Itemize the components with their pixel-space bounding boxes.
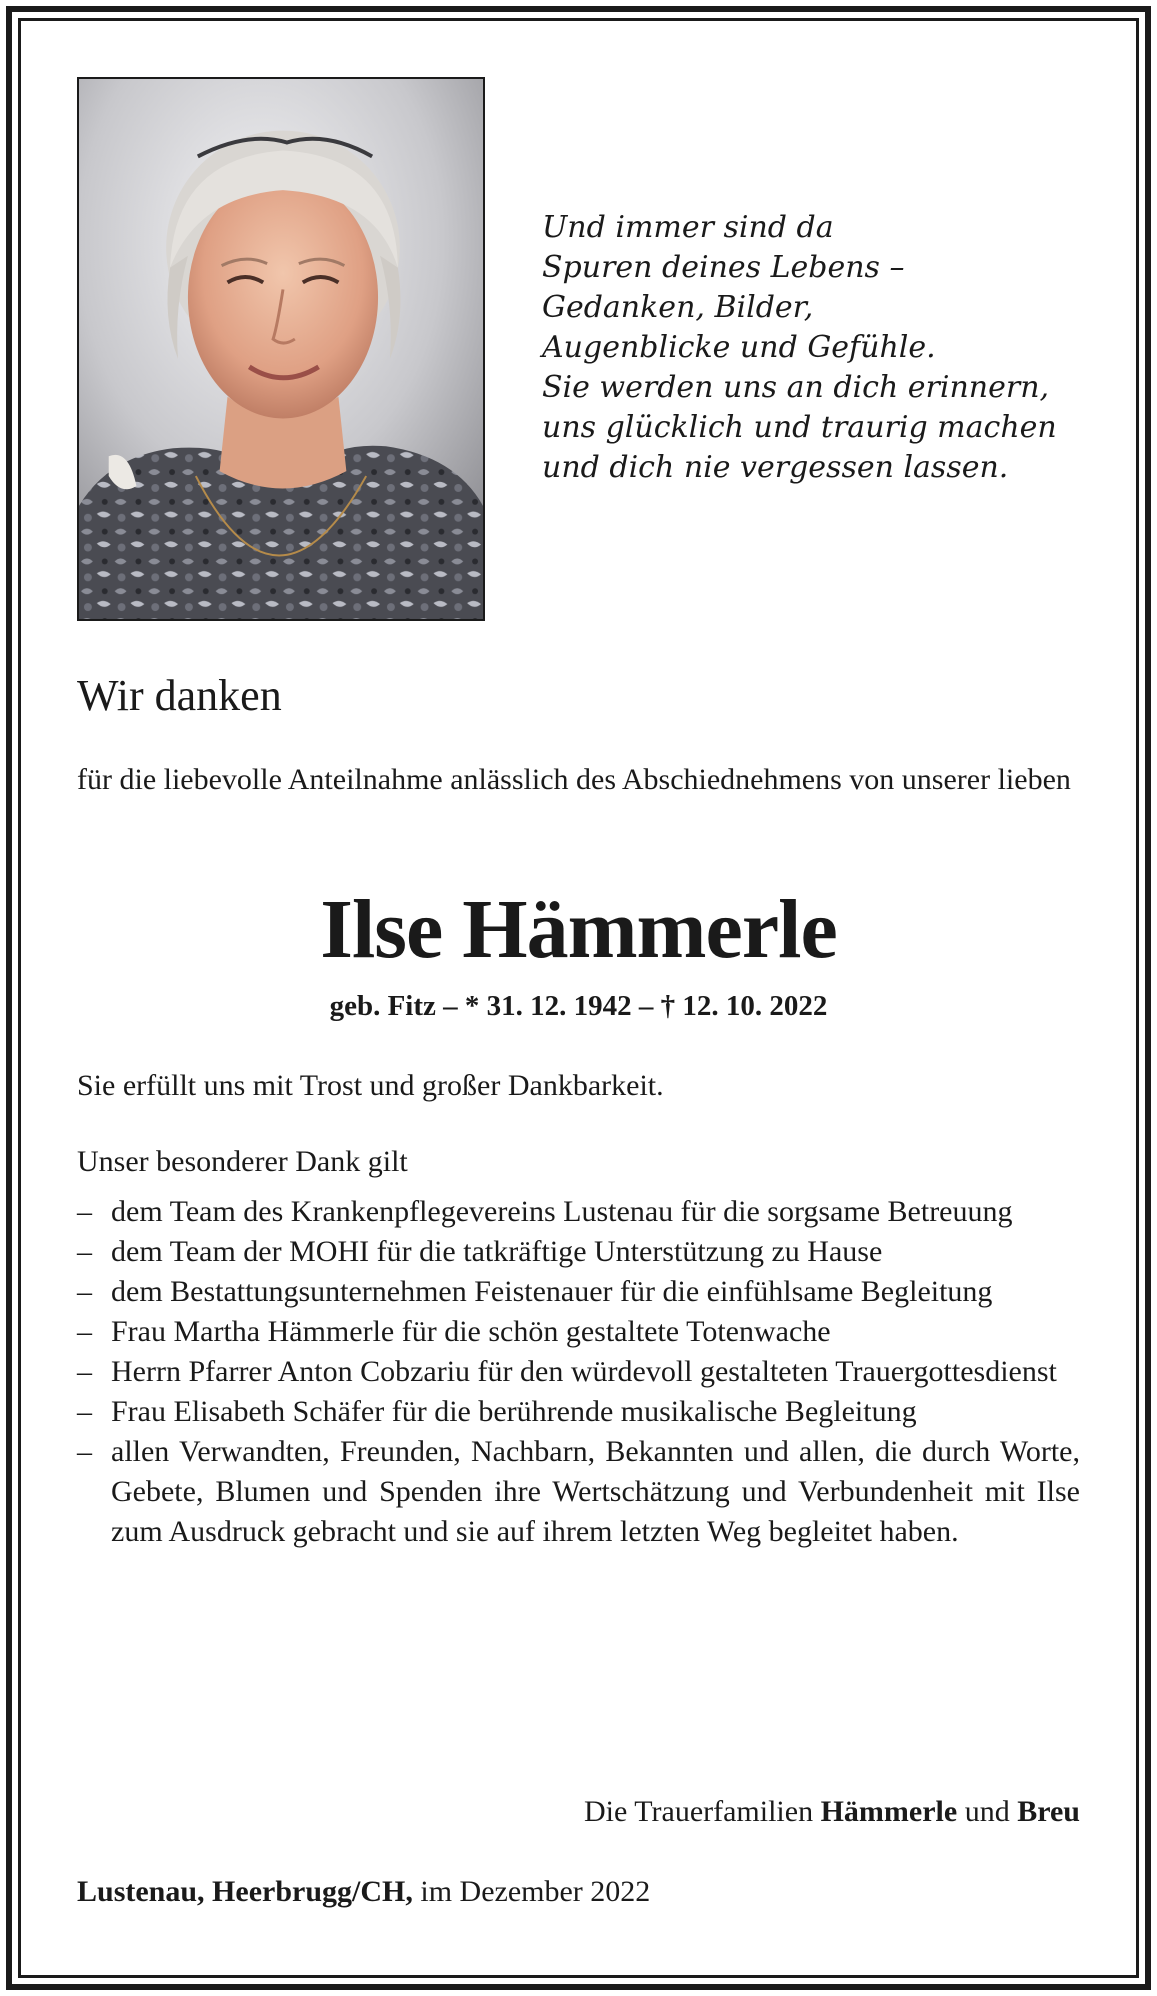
date: im Dezember 2022 xyxy=(420,1875,651,1908)
portrait-illustration xyxy=(79,79,483,619)
list-item: – dem Team der MOHI für die tatkräftige Unterstützung zu Hause xyxy=(77,1232,1080,1272)
intro-text: für die liebevolle Anteilnahme anlässlich des Abschiednehmens von unserer lieben xyxy=(77,763,1071,796)
deceased-details: geb. Fitz – * 31. 12. 1942 – † 12. 10. 2022 xyxy=(329,990,828,1022)
places: Lustenau, Heerbrugg/CH, xyxy=(77,1875,413,1908)
signature-joiner: und xyxy=(964,1795,1010,1828)
family-name-1: Hämmerle xyxy=(820,1795,958,1828)
list-item: – allen Verwandten, Freunden, Nachbarn, Bekannten und allen, die durch Worte, Gebete, Blumen und Spenden ihre Wertschätzung und Verbundenheit mit Ilse zum Ausdruck gebracht und sie auf ihrem letzten Weg begleitet haben. xyxy=(77,1432,1080,1552)
thanks-heading: Wir danken xyxy=(77,671,282,720)
poem-line: und dich nie vergessen lassen. xyxy=(542,450,1009,485)
poem-line: Gedanken, Bilder, xyxy=(542,290,814,325)
poem-line: Augenblicke und Gefühle. xyxy=(542,330,936,365)
thanks-list xyxy=(77,1192,1080,1552)
place-date-line xyxy=(77,1872,650,1912)
comfort-text: Sie erfüllt uns mit Trost und großer Dankbarkeit. xyxy=(77,1069,664,1102)
list-item: – Frau Martha Hämmerle für die schön gestaltete Totenwache xyxy=(77,1312,1080,1352)
signature-prefix: Die Trauerfamilien xyxy=(583,1795,814,1828)
signature-line xyxy=(584,1792,1080,1832)
poem-line: Und immer sind da xyxy=(542,210,834,245)
list-item: – dem Team des Krankenpflegevereins Lustenau für die sorgsame Betreuung xyxy=(77,1192,1080,1232)
poem-line: Spuren deines Lebens – xyxy=(542,250,905,285)
thanks-intro: Unser besonderer Dank gilt xyxy=(77,1145,408,1178)
poem-verse xyxy=(542,208,1102,488)
family-name-2: Breu xyxy=(1017,1795,1080,1828)
deceased-name: Ilse Hämmerle xyxy=(320,883,837,976)
poem-line: Sie werden uns an dich erinnern, xyxy=(542,370,1050,405)
portrait-photo xyxy=(77,77,485,621)
poem-line: uns glücklich und traurig machen xyxy=(542,410,1057,445)
list-item: – Frau Elisabeth Schäfer für die berührende musikalische Begleitung xyxy=(77,1392,1080,1432)
list-item: – dem Bestattungsunternehmen Feistenauer für die einfühlsame Begleitung xyxy=(77,1272,1080,1312)
list-item: – Herrn Pfarrer Anton Cobzariu für den würdevoll gestalteten Trauergottesdienst xyxy=(77,1352,1080,1392)
